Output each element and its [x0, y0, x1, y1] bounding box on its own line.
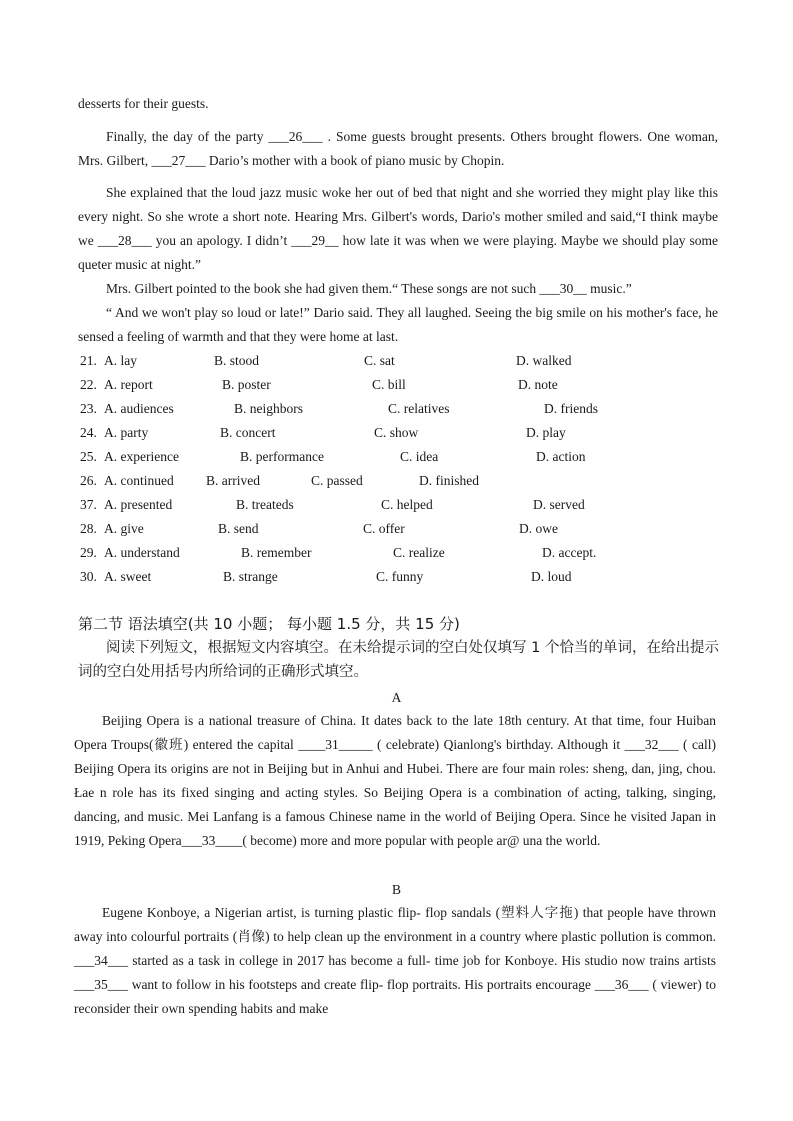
question-row-28: [80, 517, 720, 541]
question-number: 23.: [80, 401, 97, 416]
option-a: A. audiences: [104, 401, 174, 416]
option-a: A. sweet: [104, 569, 152, 584]
option-b: B. send: [218, 521, 259, 536]
question-number: 30.: [80, 569, 97, 584]
option-c: C. idea: [400, 449, 439, 464]
passage-paragraph-explained: She explained that the loud jazz music woke her out of bed that night and she worried they might play like this every night. So she wrote a short note. Hearing Mrs. Gilbert's words, Dario's mother smiled and said,“I think maybe we ___28___ you an apology. I didn’t ___29__ how late it was when we were playing. Maybe we should play some queter music at night.”: [78, 185, 718, 272]
option-a: A. give: [104, 521, 144, 536]
option-c: C. relatives: [388, 401, 450, 416]
question-number: 25.: [80, 449, 97, 464]
option-b: B. poster: [222, 377, 271, 392]
option-d: D. loud: [531, 569, 572, 584]
option-d: D. note: [518, 377, 558, 392]
option-d: D. walked: [516, 353, 572, 368]
question-row-24: [80, 421, 720, 445]
question-number: 21.: [80, 353, 97, 368]
option-b: B. neighbors: [234, 401, 303, 416]
option-d: D. accept.: [542, 545, 597, 560]
question-row-21: [80, 349, 720, 373]
option-d: D. action: [536, 449, 586, 464]
option-a: A. continued: [104, 473, 174, 488]
passage-line-top: desserts for their guests.: [78, 96, 209, 111]
question-number: 29.: [80, 545, 97, 560]
option-b: B. performance: [240, 449, 324, 464]
option-b: B. concert: [220, 425, 276, 440]
option-a: A. report: [104, 377, 153, 392]
question-number: 24.: [80, 425, 97, 440]
passage-paragraph-and: “ And we won't play so loud or late!” Dario said. They all laughed. Seeing the big smile on his mother's face, he sensed a feeling of warmth and that they were home at last.: [78, 305, 718, 344]
passage-label-a: A: [391, 690, 402, 705]
option-b: B. arrived: [206, 473, 260, 488]
option-a: A. party: [104, 425, 149, 440]
passage-a-text: Beijing Opera is a national treasure of China. It dates back to the late 18th century. At that time, four Huiban Opera Troups(徽班) entered the capital ____31_____ ( celebrate) Qianlong's birthday. Although it ___32___ ( call) Beijing Opera its origins are not in Beijing but in Anhui and Hubei. There are four main roles: sheng, dan, jing, chou. Łae n role has its fixed singing and acting styles. So Beijing Opera is a combination of acting, talking, singing, dancing, and music. Mei Lanfang is a famous Chinese name in the world of Beijing Opera. Since he visited Japan in 1919, Peking Opera___33____( become) more and more popular with people ar@ una the world.: [74, 713, 716, 848]
question-number: 28.: [80, 521, 97, 536]
option-c: C. show: [374, 425, 419, 440]
option-c: C. offer: [363, 521, 405, 536]
option-a: A. presented: [104, 497, 173, 512]
option-c: C. sat: [364, 353, 395, 368]
option-d: D. play: [526, 425, 566, 440]
question-row-37: [80, 493, 720, 517]
option-a: A. understand: [104, 545, 180, 560]
question-row-29: [80, 541, 720, 565]
option-c: C. bill: [372, 377, 406, 392]
passage-paragraph-gilbert: Mrs. Gilbert pointed to the book she had given them.“ These songs are not such ___30__ music.”: [106, 281, 632, 296]
option-b: B. treateds: [236, 497, 294, 512]
option-c: C. realize: [393, 545, 445, 560]
passage-b-text: Eugene Konboye, a Nigerian artist, is turning plastic flip- flop sandals (塑料人字拖) that people have thrown away into colourful portraits (肖像) to help clean up the environment in a country where plastic pollution is common. ___34___ started as a task in college in 2017 has become a full- time job for Konboye. His studio now trains artists ___35___ want to follow in his footsteps and create flip- flop portraits. His portraits encourage ___36___ ( viewer) to reconsider their own spending habits and make: [74, 905, 716, 1016]
option-a: A. lay: [104, 353, 137, 368]
question-row-22: [80, 373, 720, 397]
option-d: D. served: [533, 497, 585, 512]
question-row-25: [80, 445, 720, 469]
passage-label-b: B: [391, 882, 401, 897]
question-row-26: [80, 469, 720, 493]
option-d: D. friends: [544, 401, 598, 416]
question-row-30: [80, 565, 720, 589]
option-a: A. experience: [104, 449, 179, 464]
question-number: 26.: [80, 473, 97, 488]
section-instruction: 阅读下列短文，根据短文内容填空。在未给提示词的空白处仅填写 1 个恰当的单词，在给出提示词的空白处用括号内所给词的正确形式填空。: [78, 640, 719, 680]
option-d: D. finished: [419, 473, 479, 488]
question-number: 22.: [80, 377, 97, 392]
option-c: C. passed: [311, 473, 363, 488]
option-c: C. funny: [376, 569, 424, 584]
option-b: B. remember: [241, 545, 312, 560]
question-number: 37.: [80, 497, 97, 512]
passage-paragraph-finally: Finally, the day of the party ___26___ . Some guests brought presents. Others brought flowers. One woman, Mrs. Gilbert, ___27___ Dario’s mother with a book of piano music by Chopin.: [78, 129, 718, 168]
section-title: 第二节 语法填空(共 10 小题； 每小题 1.5 分，共 15 分): [78, 615, 460, 633]
option-b: B. stood: [214, 353, 260, 368]
option-b: B. strange: [223, 569, 278, 584]
option-d: D. owe: [519, 521, 558, 536]
question-row-23: [80, 397, 720, 421]
option-c: C. helped: [381, 497, 433, 512]
